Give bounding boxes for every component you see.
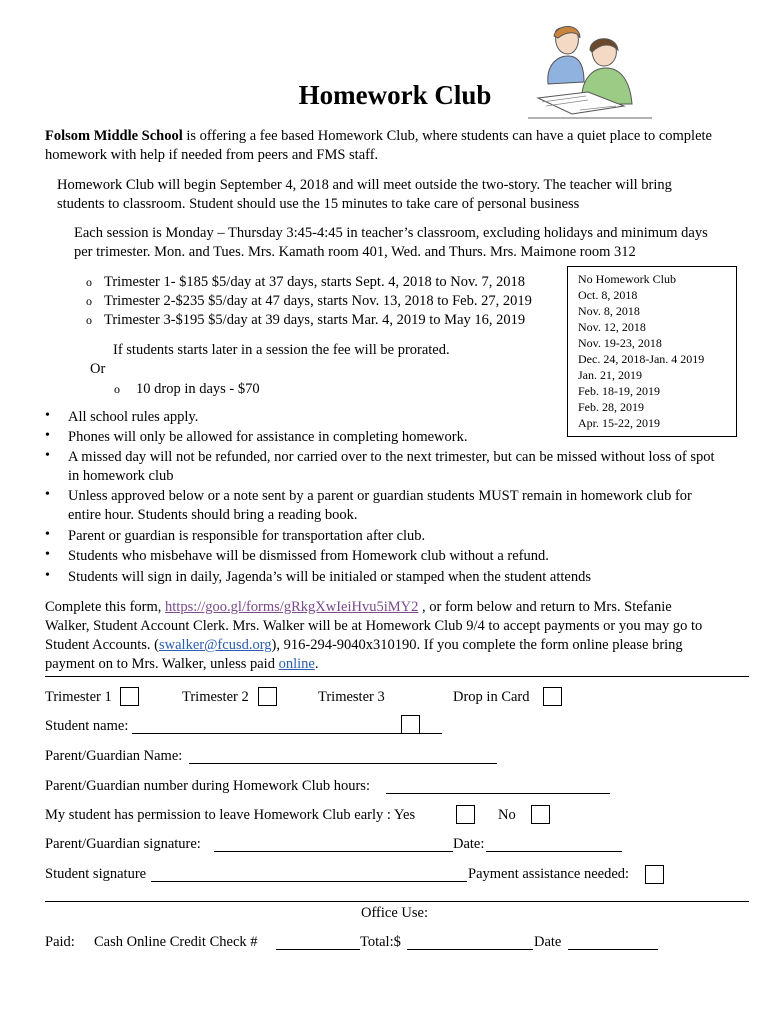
para1-line-2: students to classroom. Student should use the 15 minutes to take care of personal business bbox=[57, 196, 580, 212]
trimester-1-item: Trimester 1- $185 $5/day at 37 days, starts Sept. 4, 2018 to Nov. 7, 2018 bbox=[104, 274, 526, 290]
intro-line-2: homework with help if needed from peers and FMS staff. bbox=[45, 147, 379, 163]
office-date-line[interactable] bbox=[568, 949, 658, 950]
dropin-card-checkbox[interactable] bbox=[543, 687, 562, 706]
dropin-option: 10 drop in days - $70 bbox=[136, 381, 260, 397]
school-name: Folsom Middle School bbox=[45, 128, 183, 144]
parent-name-label: Parent/Guardian Name: bbox=[45, 748, 183, 764]
trimester-1-checkbox[interactable] bbox=[120, 687, 139, 706]
bullet-icon: • bbox=[45, 408, 50, 423]
permission-yes-checkbox[interactable] bbox=[456, 805, 475, 824]
bullet-icon: • bbox=[45, 428, 50, 443]
complete-text: Complete this form, bbox=[45, 599, 166, 615]
no-club-date: Dec. 24, 2018-Jan. 4 2019 bbox=[578, 352, 705, 366]
or-label: Or bbox=[90, 361, 106, 377]
no-club-date: Feb. 28, 2019 bbox=[578, 400, 644, 414]
dropin-card-label: Drop in Card bbox=[453, 689, 530, 705]
form-divider bbox=[45, 676, 749, 677]
office-date-label: Date bbox=[534, 934, 562, 950]
parent-name-line[interactable] bbox=[189, 763, 497, 764]
online-link[interactable]: online bbox=[278, 656, 315, 672]
parent-number-line[interactable] bbox=[386, 793, 610, 794]
circle-bullet-icon: o bbox=[86, 294, 92, 308]
payment-methods: Cash Online Credit Check # bbox=[94, 934, 258, 950]
parent-signature-line[interactable] bbox=[214, 851, 453, 852]
student-name-line[interactable] bbox=[132, 733, 442, 734]
office-divider bbox=[45, 901, 749, 902]
para1-line-1: Homework Club will begin September 4, 2018 and will meet outside the two-story. The teacher will bring bbox=[57, 177, 672, 193]
trimester-1-label: Trimester 1 bbox=[45, 689, 112, 705]
payment-assistance-label: Payment assistance needed: bbox=[468, 866, 630, 882]
prorate-note: If students starts later in a session the fee will be prorated. bbox=[113, 342, 450, 358]
complete-line-4 bbox=[45, 654, 318, 674]
no-club-date: Nov. 12, 2018 bbox=[578, 320, 646, 334]
permission-label: My student has permission to leave Homework Club early : Yes bbox=[45, 807, 416, 823]
rule-item: Students who misbehave will be dismissed from Homework club without a refund. bbox=[68, 548, 549, 564]
rule-item: Students will sign in daily, Jagenda’s will be initialed or stamped when the student attends bbox=[68, 569, 591, 585]
payment-assistance-checkbox[interactable] bbox=[645, 865, 664, 884]
permission-no-checkbox[interactable] bbox=[531, 805, 550, 824]
rule-item: A missed day will not be refunded, nor carried over to the next trimester, but can be missed without loss of spot bbox=[68, 449, 715, 465]
date-line[interactable] bbox=[486, 851, 622, 852]
check-number-line[interactable] bbox=[276, 949, 360, 950]
student-signature-label: Student signature bbox=[45, 866, 147, 882]
bullet-icon: • bbox=[45, 448, 50, 463]
complete-text: . bbox=[314, 656, 319, 672]
no-club-date: Feb. 18-19, 2019 bbox=[578, 384, 660, 398]
email-link[interactable]: swalker@fcusd.org bbox=[158, 637, 272, 653]
rule-item-continued: entire hour. Students should bring a reading book. bbox=[68, 507, 358, 523]
bullet-icon: • bbox=[45, 527, 50, 542]
complete-text: payment on to Mrs. Walker, unless paid bbox=[45, 656, 279, 672]
intro-line-1 bbox=[45, 126, 712, 146]
bullet-icon: • bbox=[45, 568, 50, 583]
intro-text: is offering a fee based Homework Club, where students can have a quiet place to complete bbox=[182, 128, 712, 144]
student-signature-line[interactable] bbox=[151, 881, 467, 882]
no-club-heading: No Homework Club bbox=[578, 272, 676, 286]
rule-item: Parent or guardian is responsible for transportation after club. bbox=[68, 528, 426, 544]
bullet-icon: • bbox=[45, 547, 50, 562]
no-homework-club-box bbox=[567, 266, 737, 437]
total-label: Total:$ bbox=[360, 934, 401, 950]
no-club-date: Jan. 21, 2019 bbox=[578, 368, 642, 382]
circle-bullet-icon: o bbox=[86, 275, 92, 289]
parent-number-label: Parent/Guardian number during Homework Club hours: bbox=[45, 778, 370, 794]
trimester-2-label: Trimester 2 bbox=[182, 689, 249, 705]
parent-signature-label: Parent/Guardian signature: bbox=[45, 836, 201, 852]
trimester-2-checkbox[interactable] bbox=[258, 687, 277, 706]
total-line[interactable] bbox=[407, 949, 533, 950]
no-club-date: Nov. 8, 2018 bbox=[578, 304, 640, 318]
complete-text: ), 916-294-9040x310190. If you complete the form online please bring bbox=[271, 637, 683, 653]
trimester-3-label: Trimester 3 bbox=[318, 689, 385, 705]
google-form-link[interactable]: https://goo.gl/forms/gRkgXwIeiHvu5iMY2 bbox=[165, 599, 419, 615]
circle-bullet-icon: o bbox=[86, 313, 92, 327]
complete-line-3 bbox=[45, 635, 683, 655]
para2-line-2: per trimester. Mon. and Tues. Mrs. Kamath room 401, Wed. and Thurs. Mrs. Maimone room 312 bbox=[74, 244, 636, 260]
no-club-date: Nov. 19-23, 2018 bbox=[578, 336, 662, 350]
student-name-label: Student name: bbox=[45, 718, 129, 734]
permission-no-label: No bbox=[498, 807, 516, 823]
page-title: Homework Club bbox=[298, 80, 492, 110]
trimester-2-item: Trimester 2-$235 $5/day at 47 days, starts Nov. 13, 2018 to Feb. 27, 2019 bbox=[104, 293, 532, 309]
trimester-3-checkbox[interactable] bbox=[401, 715, 420, 734]
paid-label: Paid: bbox=[45, 934, 75, 950]
para2-line-1: Each session is Monday – Thursday 3:45-4:45 in teacher’s classroom, excluding holidays and minimum days bbox=[74, 225, 708, 241]
no-club-date: Apr. 15-22, 2019 bbox=[578, 416, 660, 430]
trimester-3-item: Trimester 3-$195 $5/day at 39 days, starts Mar. 4, 2019 to May 16, 2019 bbox=[104, 312, 526, 328]
complete-line-2: Walker, Student Account Clerk. Mrs. Walker will be at Homework Club 9/4 to accept payments or you may go to bbox=[45, 618, 703, 634]
no-club-date: Oct. 8, 2018 bbox=[578, 288, 638, 302]
rule-item: Phones will only be allowed for assistance in completing homework. bbox=[68, 429, 468, 445]
rule-item-continued: in homework club bbox=[68, 468, 174, 484]
complete-line-1 bbox=[45, 597, 672, 617]
rule-item: Unless approved below or a note sent by a parent or guardian students MUST remain in homework club for bbox=[68, 488, 692, 504]
complete-text: Student Accounts. ( bbox=[45, 637, 159, 653]
office-use-heading: Office Use: bbox=[361, 905, 428, 921]
circle-bullet-icon: o bbox=[114, 382, 120, 396]
complete-text: , or form below and return to Mrs. Stefanie bbox=[418, 599, 672, 615]
bullet-icon: • bbox=[45, 487, 50, 502]
date-label: Date: bbox=[453, 836, 485, 852]
rule-item: All school rules apply. bbox=[68, 409, 199, 425]
